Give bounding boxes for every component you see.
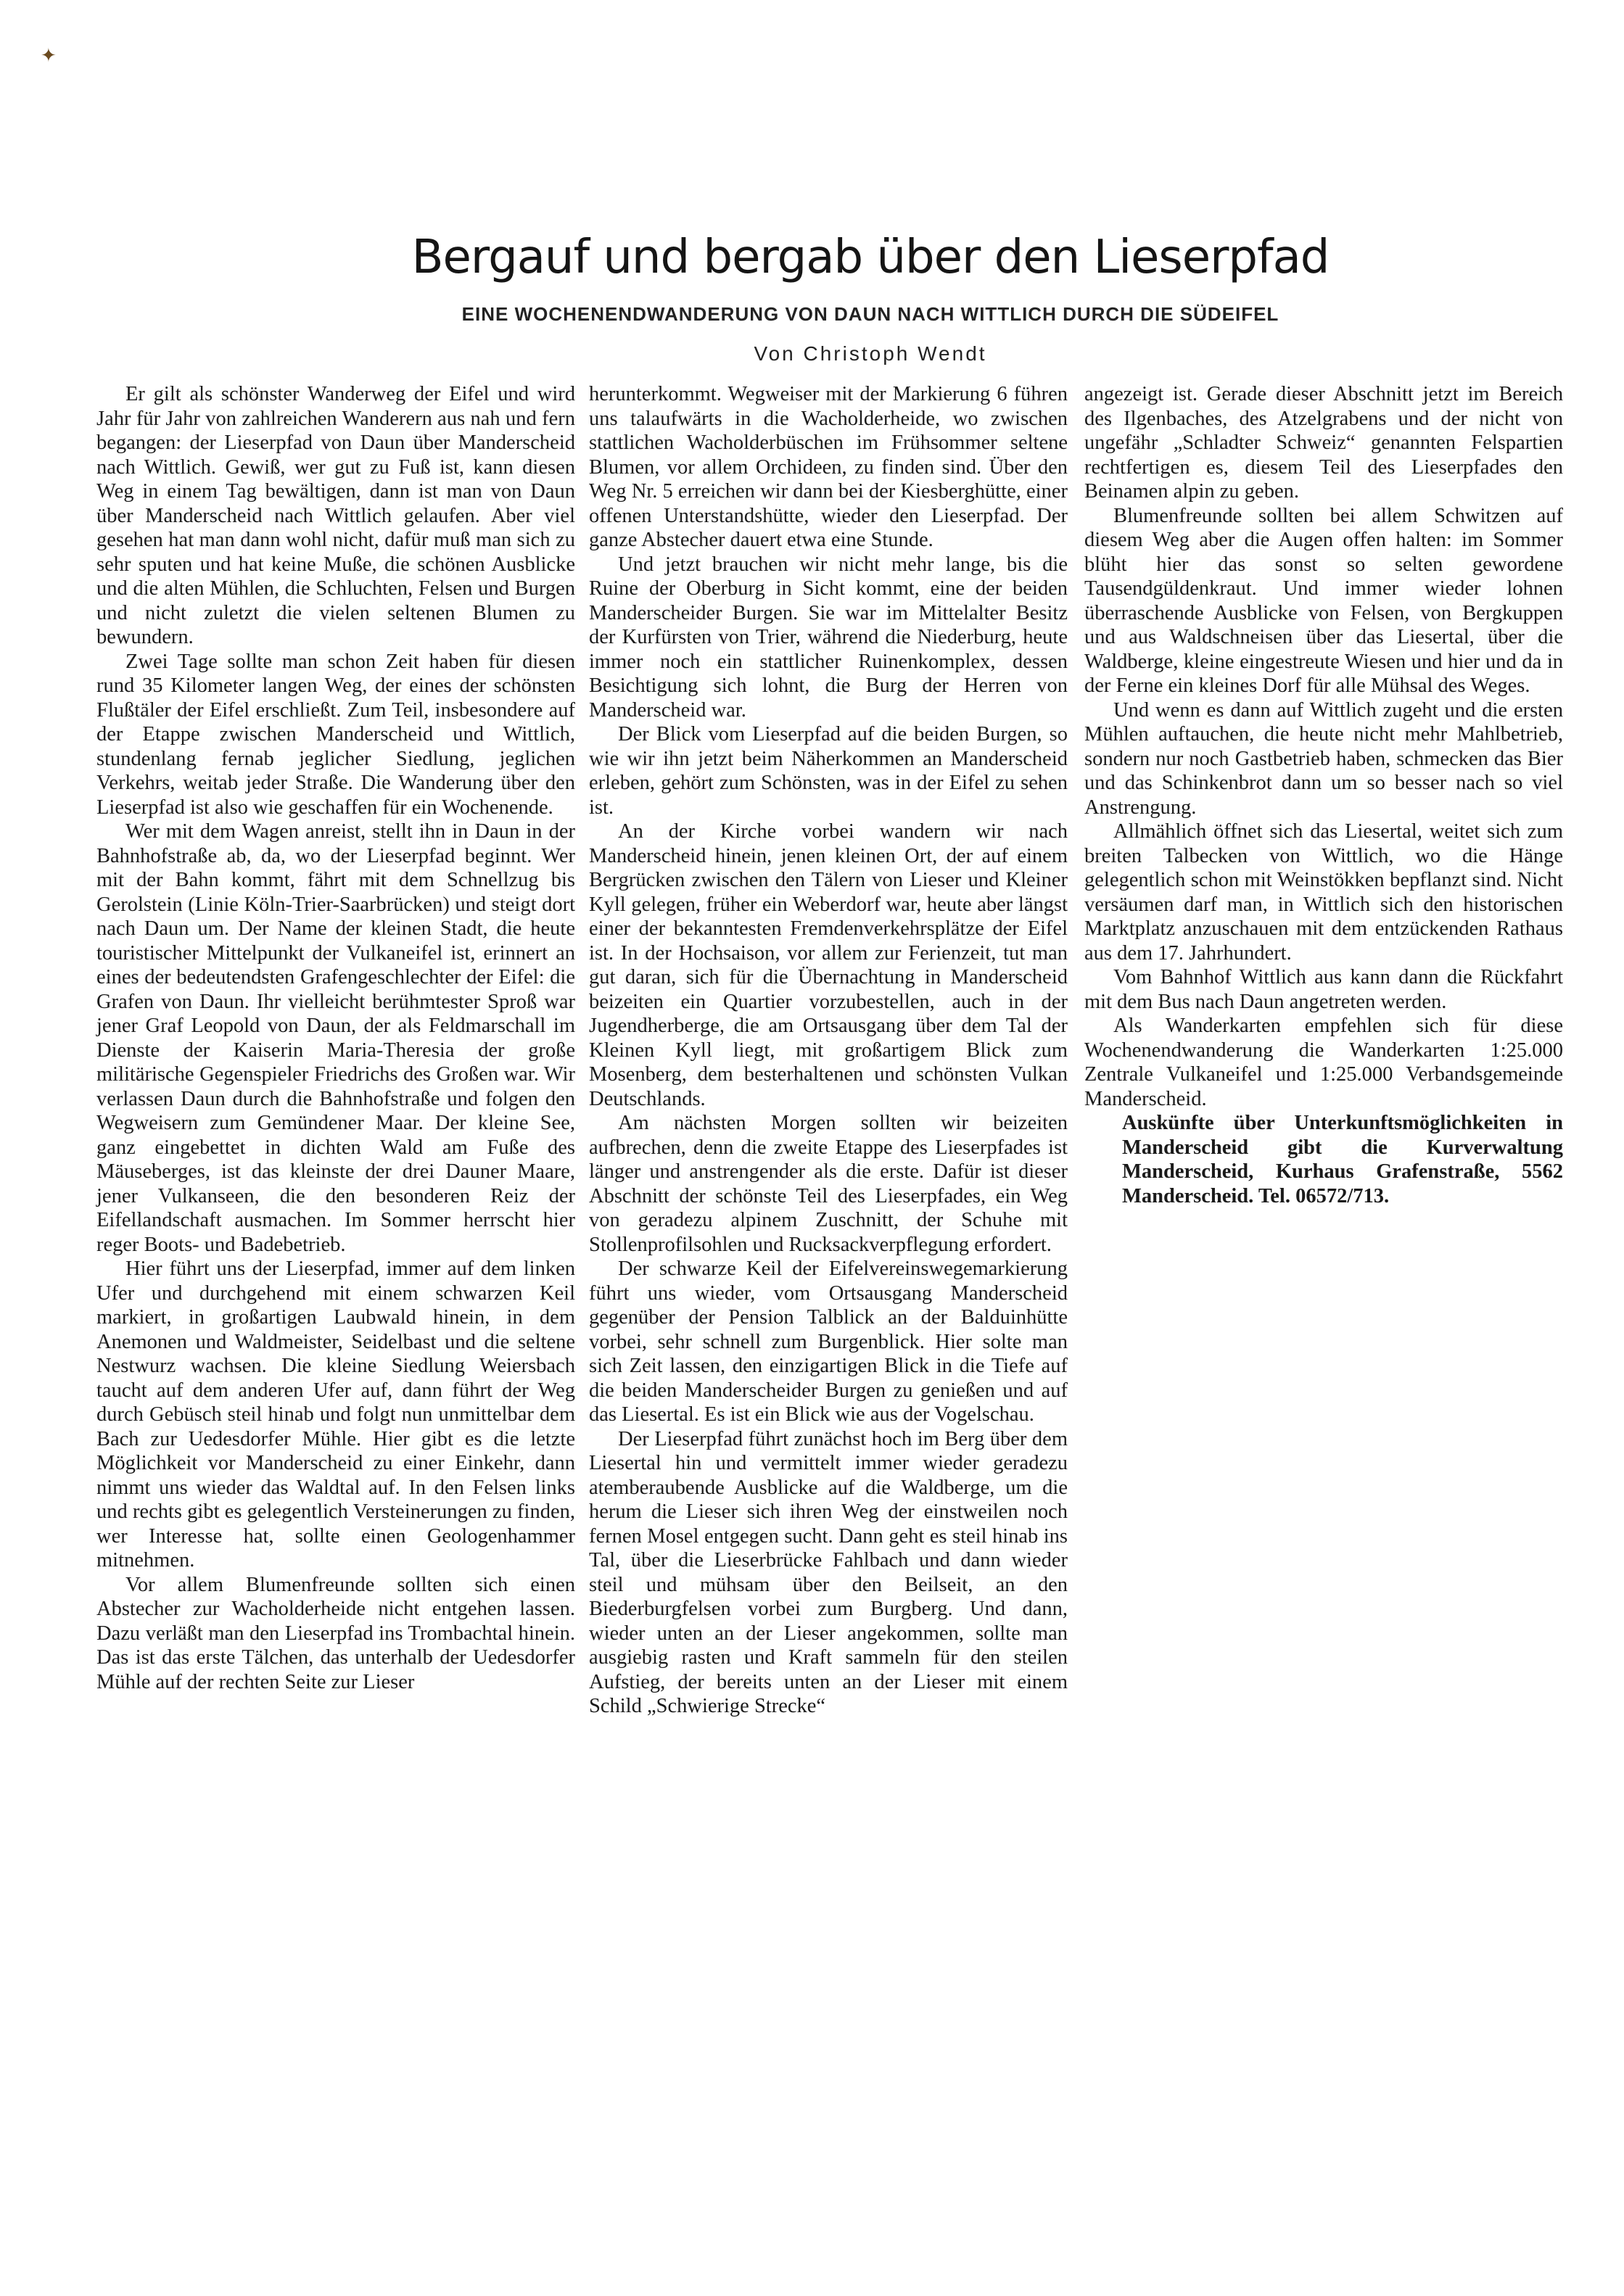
article-title: Bergauf und bergab über den Lieserpfad <box>411 231 1330 284</box>
paragraph: Blumenfreunde sollten bei allem Schwitzen auf diesem Weg aber die Augen offen halten: im Sommer blüht hier das sonst so selten gewordene Tausendgüldenkraut. Und immer wieder lohnen überraschende Ausblicke von Felsen, von Bergkuppen und aus Waldschneisen über das Liesertal, über die Waldberge, kleine eingestreute Wiesen und hier und da in der Ferne ein kleines Dorf für alle Mühsal des Weges. <box>1084 504 1563 697</box>
article-byline: Von Christoph Wendt <box>754 342 987 365</box>
text-column-3 <box>1084 382 1563 1208</box>
page-speck: ✦ <box>41 45 57 67</box>
paragraph: Der Lieserpfad führt zunächst hoch im Berg über dem Liesertal hin und vermittelt immer wieder geradezu atemberaubende Ausblicke auf die Waldberge, um die herum die Lieser sich ihren Weg der einstweilen noch fernen Mosel entgegen sucht. Dann geht es steil hinab ins Tal, über die Lieserbrücke Fahlbach und dann wieder steil und mühsam über den Beilseit, an den Biederburgfelsen vorbei zum Burgberg. Und dann, wieder unten an der Lieser angekommen, sollte man ausgiebig rasten und Kraft sammeln für den steilen Aufstieg, der bereits unten an der Lieser mit einem Schild „Schwierige Strecke“ <box>589 1427 1068 1717</box>
text-column-1 <box>96 382 575 1694</box>
paragraph: An der Kirche vorbei wandern wir nach Manderscheid hinein, jenen kleinen Ort, der auf einem Bergrücken zwischen den Tälern von Lieser und Kleiner Kyll gelegen, früher ein Weberdorf war, heute aber längst einer der bekanntesten Fremdenverkehrsplätze der Eifel ist. In der Hochsaison, vor allem zur Ferienzeit, tut man gut daran, sich für die Übernachtung in Manderscheid beizeiten ein Quartier vorzubestellen, auch in der Jugendherberge, die am Ortsausgang über dem Tal der Kleinen Kyll liegt, mit großartigem Blick zum Mosenberg, dem besterhaltenen und schönsten Vulkan Deutschlands. <box>589 820 1068 1110</box>
paragraph: Er gilt als schönster Wanderweg der Eifel und wird Jahr für Jahr von zahlreichen Wanderern aus nah und fern begangen: der Lieserpfad von Daun über Manderscheid nach Wittlich. Gewiß, wer gut zu Fuß ist, kann diesen Weg in einem Tag bewältigen, dann ist man von Daun über Manderscheid nach Wittlich gelaufen. Aber viel gesehen hat man dann wohl nicht, dafür muß man sich zu sehr sputen und hat keine Muße, die schönen Ausblicke und die alten Mühlen, die Schluchten, Felsen und Burgen und nicht zuletzt die vielen seltenen Blumen zu bewundern. <box>96 383 575 648</box>
paragraph: Und jetzt brauchen wir nicht mehr lange, bis die Ruine der Oberburg in Sicht kommt, eine der beiden Manderscheider Burgen. Sie war im Mittelalter Besitz der Kurfürsten von Trier, während die Niederburg, heute immer noch ein stattlicher Ruinenkomplex, dessen Besichtigung sich lohnt, die Burg der Herren von Manderscheid war. <box>589 553 1068 722</box>
paragraph: Hier führt uns der Lieserpfad, immer auf dem linken Ufer und durchgehend mit einem schwarzen Keil markiert, in großartigen Laubwald hinein, in dem Anemonen und Waldmeister, Seidelbast und die seltene Nestwurz wachsen. Die kleine Siedlung Weiersbach taucht auf dem anderen Ufer auf, dann führt der Weg durch Gebüsch steil hinab und folgt nun unmittelbar dem Bach zur Uedesdorfer Mühle. Hier gibt es die letzte Möglichkeit vor Manderscheid zu einer Einkehr, dann nimmt uns wieder das Waldtal auf. In den Felsen links und rechts gibt es gelegentlich Versteinerungen zu finden, wer Interesse hat, sollte einen Geologenhammer mitnehmen. <box>96 1258 575 1572</box>
article-subtitle: EINE WOCHENENDWANDERUNG VON DAUN NACH WITTLICH DURCH DIE SÜDEIFEL <box>461 303 1279 325</box>
paragraph: Vor allem Blumenfreunde sollten sich einen Abstecher zur Wacholderheide nicht entgehen lassen. Dazu verläßt man den Lieserpfad ins Trombachtal hinein. Das ist das erste Tälchen, das unterhalb der Uedesdorfer Mühle auf der rechten Seite zur Lieser <box>96 1573 575 1693</box>
paragraph: Als Wanderkarten empfehlen sich für diese Wochenendwanderung die Wanderkarten 1:25.000 Zentrale Vulkaneifel und 1:25.000 Verbandsgemeinde Manderscheid. <box>1084 1015 1563 1110</box>
paragraph: Der Blick vom Lieserpfad auf die beiden Burgen, so wie wir ihn jetzt beim Näherkommen an Manderscheid erleben, gehört zum Schönsten, was in der Eifel zu sehen ist. <box>589 723 1068 819</box>
paragraph: Vom Bahnhof Wittlich aus kann dann die Rückfahrt mit dem Bus nach Daun angetreten werden. <box>1084 966 1563 1013</box>
paragraph-continued: herunterkommt. Wegweiser mit der Markierung 6 führen uns talaufwärts in die Wacholderheide, wo zwischen stattlichen Wacholderbüschen im Frühsommer seltene Blumen, vor allem Orchideen, zu finden sind. Über den Weg Nr. 5 erreichen wir dann bei der Kiesberghütte, einer offenen Unterstandshütte, wieder den Lieserpfad. Der ganze Abstecher dauert etwa eine Stunde. <box>589 383 1068 551</box>
paragraph: Am nächsten Morgen sollten wir beizeiten aufbrechen, denn die zweite Etappe des Lieserpfades ist länger und anstrengender als die erste. Dafür ist dieser Abschnitt der schönste Teil des Lieserpfades, ein Weg von geradezu alpinem Zuschnitt, der Schuhe mit Stollenprofilsohlen und Rucksackverpflegung erfordert. <box>589 1112 1068 1256</box>
paragraph: Der schwarze Keil der Eifelvereinswegemarkierung führt uns wieder, vom Ortsausgang Manderscheid gegenüber der Pension Talblick an der Balduinhütte vorbei, sehr schnell zum Burgenblick. Hier solte man sich Zeit lassen, den einzigartigen Blick in die Tiefe auf die beiden Manderscheider Burgen zu genießen und auf das Liesertal. Es ist ein Blick wie aus der Vogelschau. <box>589 1258 1068 1426</box>
paragraph: Zwei Tage sollte man schon Zeit haben für diesen rund 35 Kilometer langen Weg, der eines der schönsten Flußtäler der Eifel erschließt. Zum Teil, insbesondere auf der Etappe zwischen Manderscheid und Wittlich, stundenlang fernab jeglicher Siedlung, jeglichen Verkehrs, weitab jeder Straße. Die Wanderung über den Lieserpfad ist also wie geschaffen für ein Wochenende. <box>96 650 575 819</box>
paragraph: Allmählich öffnet sich das Liesertal, weitet sich zum breiten Talbecken von Wittlich, wo die Hänge gelegentlich schon mit Weinstökken bepflanzt sind. Nicht versäumen darf man, in Wittlich sich den historischen Marktplatz anzuschauen mit dem entzückenden Rathaus aus dem 17. Jahrhundert. <box>1084 820 1563 965</box>
info-box: Auskünfte über Unterkunftsmöglichkeiten in Manderscheid gibt die Kurverwaltung Manderscheid, Kurhaus Grafenstraße, 5562 Manderscheid. Tel. 06572/713. <box>1122 1112 1563 1207</box>
paragraph-continued: angezeigt ist. Gerade dieser Abschnitt jetzt im Bereich des Ilgenbaches, des Atzelgrabens und der nicht von ungefähr „Schladter Schweiz“ genannten Felspartien rechtfertigen es, diesem Teil des Lieserpfades den Beinamen alpin zu geben. <box>1084 383 1563 503</box>
paragraph: Wer mit dem Wagen anreist, stellt ihn in Daun in der Bahnhofstraße ab, da, wo der Lieserpfad beginnt. Wer mit der Bahn kommt, fährt mit dem Schnellzug bis Gerolstein (Linie Köln-Trier-Saarbrücken) und steigt dort nach Daun um. Der Name der kleinen Stadt, die heute touristischer Mittelpunkt der Vulkaneifel ist, erinnert an eines der bedeutendsten Grafengeschlechter der Eifel: die Grafen von Daun. Ihr vielleicht berühmtester Sproß war jener Graf Leopold von Daun, der als Feldmarschall im Dienste der Kaiserin Maria-Theresia der große militärische Gegenspieler Friedrichs des Großen war. Wir verlassen Daun durch die Bahnhofstraße und folgen den Wegweisern zum Gemündener Maar. Der kleine See, ganz eingebettet in dichten Wald am Fuße des Mäuseberges, ist das kleinste der drei Dauner Maare, jener Vulkanseen, die den besonderen Reiz der Eifellandschaft ausmachen. Im Sommer herrscht hier reger Boots- und Badebetrieb. <box>96 820 575 1256</box>
text-column-2 <box>589 382 1068 1719</box>
paragraph: Und wenn es dann auf Wittlich zugeht und die ersten Mühlen auftauchen, die heute nicht mehr Mahlbetrieb, sondern nur noch Gastbetrieb haben, schmecken das Bier und das Schinkenbrot dann um so besser nach so viel Anstrengung. <box>1084 698 1563 819</box>
